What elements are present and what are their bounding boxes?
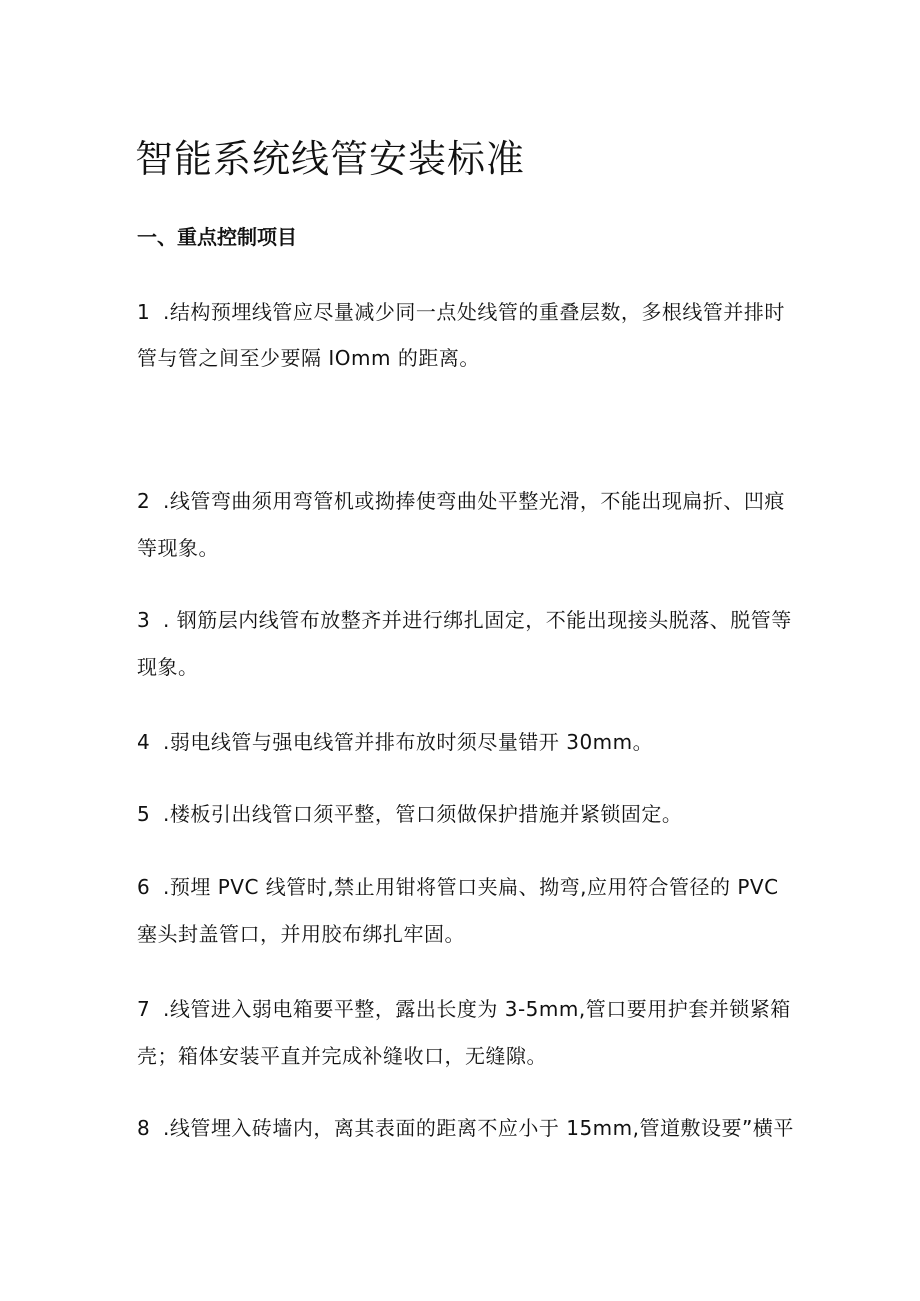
item-number: 2 bbox=[137, 489, 151, 513]
item-number: 1 bbox=[137, 300, 151, 324]
list-item-2-line-2: 等现象。 bbox=[137, 536, 219, 560]
list-item-4-line-1 bbox=[137, 726, 653, 755]
document-title: 智能系统线管安装标准 bbox=[135, 137, 526, 181]
list-item-1-line-2: 管与管之间至少要隔 IOmm 的距离。 bbox=[137, 346, 480, 370]
item-text: .线管进入弱电箱要平整，露出长度为 3-5mm,管口要用护套并锁紧箱 bbox=[163, 997, 791, 1021]
item-text: .线管弯曲须用弯管机或拗捧使弯曲处平整光滑，不能出现扁折、凹痕 bbox=[163, 489, 785, 513]
list-item-6-line-2: 塞头封盖管口，并用胶布绑扎牢固。 bbox=[137, 922, 465, 946]
list-item-6-line-1 bbox=[137, 871, 779, 900]
list-item-3-line-1 bbox=[137, 604, 792, 633]
list-item-8-line-1 bbox=[137, 1112, 794, 1141]
item-text: .弱电线管与强电线管并排布放时须尽量错开 30mm。 bbox=[163, 730, 654, 754]
item-number: 6 bbox=[137, 875, 151, 899]
section-heading: 一、重点控制项目 bbox=[137, 225, 297, 249]
item-number: 3 bbox=[137, 608, 151, 632]
item-text: .楼板引出线管口须平整，管口须做保护措施并紧锁固定。 bbox=[163, 802, 683, 826]
item-text: .结构预埋线管应尽量减少同一点处线管的重叠层数，多根线管并排时 bbox=[163, 300, 785, 324]
item-text: . 钢筋层内线管布放整齐并进行绑扎固定，不能出现接头脱落、脱管等 bbox=[163, 608, 792, 632]
list-item-1-line-1 bbox=[137, 296, 785, 325]
item-number: 5 bbox=[137, 802, 151, 826]
item-text: .线管埋入砖墙内，离其表面的距离不应小于 15mm,管道敷设要”横平 bbox=[163, 1116, 794, 1140]
list-item-3-line-2: 现象。 bbox=[137, 655, 199, 679]
item-text: .预埋 PVC 线管时,禁止用钳将管口夹扁、拗弯,应用符合管径的 PVC bbox=[163, 875, 779, 899]
list-item-7-line-2: 壳；箱体安装平直并完成补缝收口，无缝隙。 bbox=[137, 1044, 547, 1068]
item-number: 8 bbox=[137, 1116, 151, 1140]
list-item-5-line-1 bbox=[137, 798, 682, 827]
item-number: 4 bbox=[137, 730, 151, 754]
list-item-2-line-1 bbox=[137, 485, 785, 514]
list-item-7-line-1 bbox=[137, 993, 791, 1022]
item-number: 7 bbox=[137, 997, 151, 1021]
